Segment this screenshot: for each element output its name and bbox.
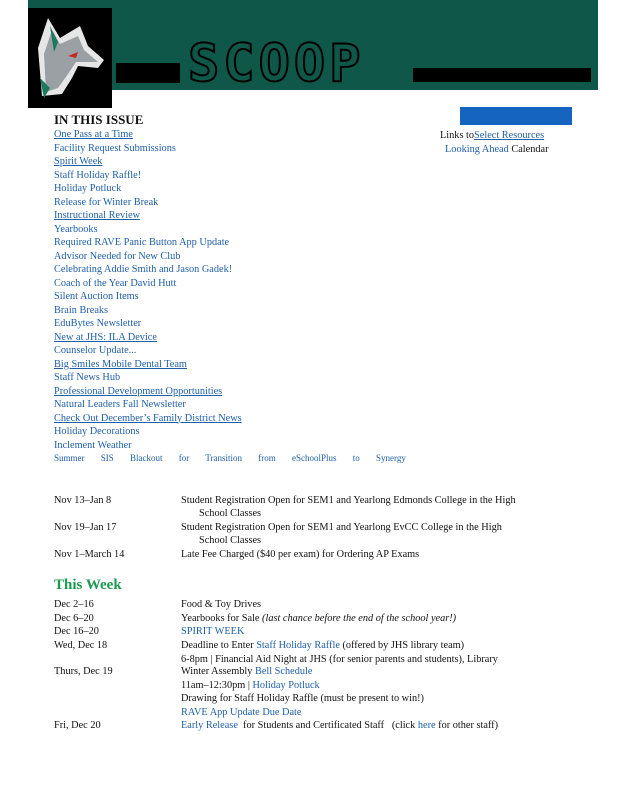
this-week-heading: This Week <box>54 577 122 593</box>
week-date: Fri, Dec 20 <box>54 720 101 731</box>
issue-link[interactable]: Holiday Potluck <box>54 183 122 194</box>
event-line: Student Registration Open for SEM1 and Yearlong Edmonds College in the High <box>181 495 516 506</box>
issue-link[interactable]: New at JHS: ILA Device <box>54 331 157 343</box>
week-event-text: 11am–12:30pm | <box>181 679 253 691</box>
issue-link[interactable]: Release for Winter Break <box>54 196 159 208</box>
week-event-note: (last chance before the end of the school year!) <box>262 613 457 624</box>
issue-link[interactable]: Big Smiles Mobile Dental Team <box>54 358 187 370</box>
week-event <box>181 612 561 625</box>
week-event-text: 6-8pm | Financial Aid Night at JHS (for senior parents and students), Library <box>181 654 498 665</box>
newsletter-title: SCOOP <box>188 34 365 94</box>
calendar-label: Calendar <box>508 144 549 155</box>
week-event-text: (offered by JHS library team) <box>339 640 465 651</box>
issue-link[interactable]: Coach of the Year David Hutt <box>54 277 177 289</box>
event-description: Late Fee Charged ($40 per exam) for Ordering AP Exams <box>181 549 420 560</box>
header-bar-left <box>116 63 180 83</box>
issue-link[interactable]: Brain Breaks <box>54 304 109 316</box>
event-date: Nov 1–March 14 <box>54 549 125 560</box>
event-line: Student Registration Open for SEM1 and Yearlong EvCC College in the High <box>181 522 502 533</box>
issue-link[interactable]: Instructional Review <box>54 210 141 221</box>
issue-link[interactable]: Spirit Week <box>54 156 103 167</box>
issue-link[interactable]: Staff News Hub <box>54 372 121 383</box>
issue-link[interactable]: One Pass at a Time <box>54 129 133 140</box>
event-date: Nov 19–Jan 17 <box>54 522 117 533</box>
week-event-text: Drawing for Staff Holiday Raffle (must be present to win!) <box>181 693 424 704</box>
week-event-text: Deadline to Enter <box>181 640 257 651</box>
issue-link[interactable]: Professional Development Opportunities <box>54 385 223 397</box>
looking-ahead-link[interactable]: Looking Ahead <box>445 144 509 155</box>
week-event <box>181 639 561 666</box>
issue-link[interactable]: EduBytes Newsletter <box>54 318 142 329</box>
week-date: Wed, Dec 18 <box>54 640 108 651</box>
links-prefix: Links to <box>440 130 475 141</box>
issue-link[interactable]: Inclement Weather <box>54 439 132 451</box>
issue-link[interactable]: Celebrating Addie Smith and Jason Gadek! <box>54 264 233 275</box>
event-line: School Classes <box>199 508 262 519</box>
here-link[interactable]: here <box>417 720 436 731</box>
spirit-week-link[interactable]: SPIRIT WEEK <box>181 626 245 637</box>
husky-logo <box>28 8 112 108</box>
week-event-text: for other staff) <box>435 720 499 731</box>
links-box <box>440 129 549 157</box>
week-date: Dec 16–20 <box>54 626 99 637</box>
issue-link[interactable]: Counselor Update... <box>54 345 137 356</box>
in-this-issue-heading: IN THIS ISSUE <box>54 112 144 127</box>
week-event-text: Yearbooks for Sale <box>181 613 263 624</box>
issue-link[interactable]: Check Out December’s Family District News <box>54 412 242 424</box>
event-date: Nov 13–Jan 8 <box>54 495 112 506</box>
issue-link[interactable]: Holiday Decorations <box>54 426 140 437</box>
issue-link[interactable]: Summer SIS Blackout for Transition from eSchoolPlus to Synergy <box>54 453 406 463</box>
week-event <box>181 719 561 732</box>
week-date: Dec 6–20 <box>54 613 94 624</box>
header-bar-right <box>413 68 591 82</box>
event-line: School Classes <box>199 535 262 546</box>
week-event-text: Winter Assembly <box>181 666 255 677</box>
issue-link[interactable]: Required RAVE Panic Button App Update <box>54 237 230 248</box>
issue-list <box>54 128 406 466</box>
staff-raffle-link[interactable]: Staff Holiday Raffle <box>256 640 340 651</box>
event-description <box>181 521 561 547</box>
week-event <box>181 665 561 719</box>
week-event-text: for Students and Certificated Staff (click <box>237 720 418 731</box>
issue-link[interactable]: Facility Request Submissions <box>54 142 176 154</box>
issue-link[interactable]: Advisor Needed for New Club <box>54 250 181 262</box>
issue-link[interactable]: Silent Auction Items <box>54 291 139 302</box>
header-blue-box <box>460 107 572 125</box>
week-date: Dec 2–16 <box>54 599 94 610</box>
issue-link[interactable]: Natural Leaders Fall Newsletter <box>54 399 186 410</box>
rave-app-link[interactable]: RAVE App Update Due Date <box>181 706 302 718</box>
holiday-potluck-link[interactable]: Holiday Potluck <box>252 679 320 691</box>
week-event: Food & Toy Drives <box>181 599 262 610</box>
select-resources-link[interactable]: Select Resources <box>474 130 545 141</box>
event-description <box>181 494 561 520</box>
week-date: Thurs, Dec 19 <box>54 666 113 677</box>
early-release-link[interactable]: Early Release <box>181 720 238 731</box>
bell-schedule-link[interactable]: Bell Schedule <box>254 666 313 677</box>
issue-link[interactable]: Staff Holiday Raffle! <box>54 169 142 181</box>
issue-link[interactable]: Yearbooks <box>54 223 98 235</box>
